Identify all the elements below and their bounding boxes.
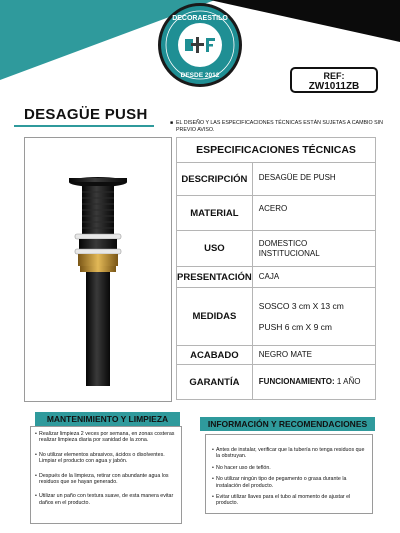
spec-label: PRESENTACIÓN: [177, 267, 253, 288]
spec-value: DESAGÜE DE PUSH: [252, 163, 375, 196]
spec-value-line: INSTITUCIONAL: [258, 248, 320, 258]
spec-label: MEDIDAS: [177, 288, 253, 346]
spec-row-presentation: [177, 267, 376, 288]
spec-value-line: DOMESTICO: [258, 238, 308, 248]
spec-row-measures: [177, 288, 376, 346]
spec-label: GARANTÍA: [177, 365, 253, 400]
push-drain-image: [25, 138, 171, 401]
maintenance-item: • Después de la limpieza, retirar con abundante agua los residuos que se hayan generado.: [35, 473, 177, 486]
info-heading: INFORMACIÓN Y RECOMENDACIONES: [200, 417, 375, 431]
info-item: • Evitar utilizar llaves para el tubo al momento de ajustar el producto.: [212, 494, 366, 507]
notice-text: EL DISEÑO Y LAS ESPECIFICACIONES TÉCNICAS ESTÁN SUJETAS A CAMBIO SIN PREVIO AVISO.: [176, 120, 383, 133]
brand-logo: [158, 3, 242, 87]
spec-value: [252, 231, 375, 267]
maintenance-item: • Realizar limpieza 2 veces por semana, en zonas costeras realizar limpieza diaria por sanidad de la zona.: [35, 431, 177, 444]
specs-heading: ESPECIFICACIONES TÉCNICAS: [177, 138, 376, 163]
info-item: • Antes de instalar, verificar que la tubería no tenga residuos que la obstruyan.: [212, 447, 366, 460]
spec-value: ACERO: [252, 196, 375, 231]
warranty-type: FUNCIONAMIENTO:: [258, 377, 335, 386]
spec-row-use: [177, 231, 376, 267]
info-item: • No hacer uso de teflón.: [212, 465, 366, 471]
specs-header-row: [177, 138, 376, 163]
notice-bullet-icon: ■: [170, 120, 174, 126]
spec-value-line: SOSCO 3 cm X 13 cm: [258, 301, 344, 311]
spec-label: DESCRIPCIÓN: [177, 163, 253, 196]
maintenance-box: [30, 426, 182, 524]
spec-row-warranty: [177, 365, 376, 400]
spec-row-finish: [177, 346, 376, 365]
spec-label: ACABADO: [177, 346, 253, 365]
spec-value-line: PUSH 6 cm X 9 cm: [258, 322, 332, 332]
product-image-frame: [24, 137, 172, 402]
spec-value: [252, 365, 375, 400]
maintenance-item: • Utilizar un paño con textura suave, de esta manera evitar daños en el producto.: [35, 493, 177, 506]
spec-label: USO: [177, 231, 253, 267]
info-item: • No utilizar ningún tipo de pegamento o grasa durante la instalación del producto.: [212, 476, 366, 489]
page-title: DESAGÜE PUSH: [24, 106, 148, 123]
info-box: [205, 434, 373, 514]
title-underline: [14, 125, 154, 127]
reference-box: [290, 67, 378, 93]
reference-code: ZW1011ZB: [308, 81, 360, 92]
maintenance-item: • No utilizar elementos abrasivos, ácidos o disolventes. Limpiar el producto con agua y jabón.: [35, 452, 177, 465]
spec-row-material: [177, 196, 376, 231]
brand-since-text: DESDE 2012: [180, 72, 220, 79]
brand-name-text: DECORAESTILO: [172, 15, 228, 22]
spec-value: CAJA: [252, 267, 375, 288]
maintenance-heading: MANTENIMIENTO Y LIMPIEZA: [35, 412, 180, 426]
reference-label: REF:: [323, 71, 345, 81]
warranty-period: 1 AÑO: [336, 377, 361, 386]
specs-table: [176, 137, 376, 400]
spec-row-description: [177, 163, 376, 196]
notice: [170, 120, 386, 134]
spec-value: [252, 288, 375, 346]
spec-label: MATERIAL: [177, 196, 253, 231]
spec-value: NEGRO MATE: [252, 346, 375, 365]
